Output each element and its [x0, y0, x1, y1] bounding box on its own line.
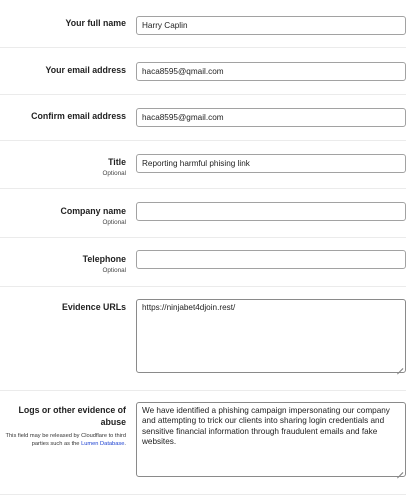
telephone-label: Telephone [82, 254, 126, 264]
telephone-input[interactable] [136, 250, 406, 269]
resize-grip-icon[interactable] [396, 363, 403, 370]
divider [0, 47, 406, 48]
full-name-input[interactable] [136, 16, 406, 35]
logs-label-group [0, 404, 126, 448]
divider [0, 494, 406, 495]
email-label-group [0, 64, 126, 76]
evidence-urls-label-group [0, 301, 126, 313]
logs-note-end: . [124, 440, 126, 447]
title-optional-hint: Optional [102, 170, 126, 177]
title-label-group [0, 156, 126, 178]
company-label-group [0, 205, 126, 227]
divider [0, 188, 406, 189]
full-name-label-group [0, 17, 126, 29]
logs-note-text: This field may be released by Cloudflare to third parties such as the [5, 433, 126, 447]
confirm-email-input[interactable] [136, 108, 406, 127]
company-label: Company name [60, 206, 126, 216]
resize-grip-icon[interactable] [396, 467, 403, 474]
title-input[interactable] [136, 154, 406, 173]
full-name-label: Your full name [65, 18, 126, 28]
evidence-urls-label: Evidence URLs [61, 302, 126, 312]
logs-disclosure-note [0, 433, 126, 448]
divider [0, 286, 406, 287]
confirm-email-label-group [0, 110, 126, 122]
logs-textarea[interactable] [136, 402, 406, 477]
divider [0, 390, 406, 391]
title-label: Title [108, 157, 126, 167]
confirm-email-label: Confirm email address [31, 111, 126, 121]
telephone-optional-hint: Optional [102, 267, 126, 274]
company-optional-hint: Optional [102, 219, 126, 226]
divider [0, 237, 406, 238]
email-input[interactable] [136, 62, 406, 81]
company-input[interactable] [136, 202, 406, 221]
telephone-label-group [0, 253, 126, 275]
divider [0, 140, 406, 141]
divider [0, 94, 406, 95]
lumen-database-link[interactable]: Lumen Database [81, 440, 125, 447]
evidence-urls-textarea[interactable] [136, 299, 406, 373]
email-label: Your email address [45, 65, 126, 75]
logs-label: Logs or other evidence of abuse [18, 405, 126, 427]
